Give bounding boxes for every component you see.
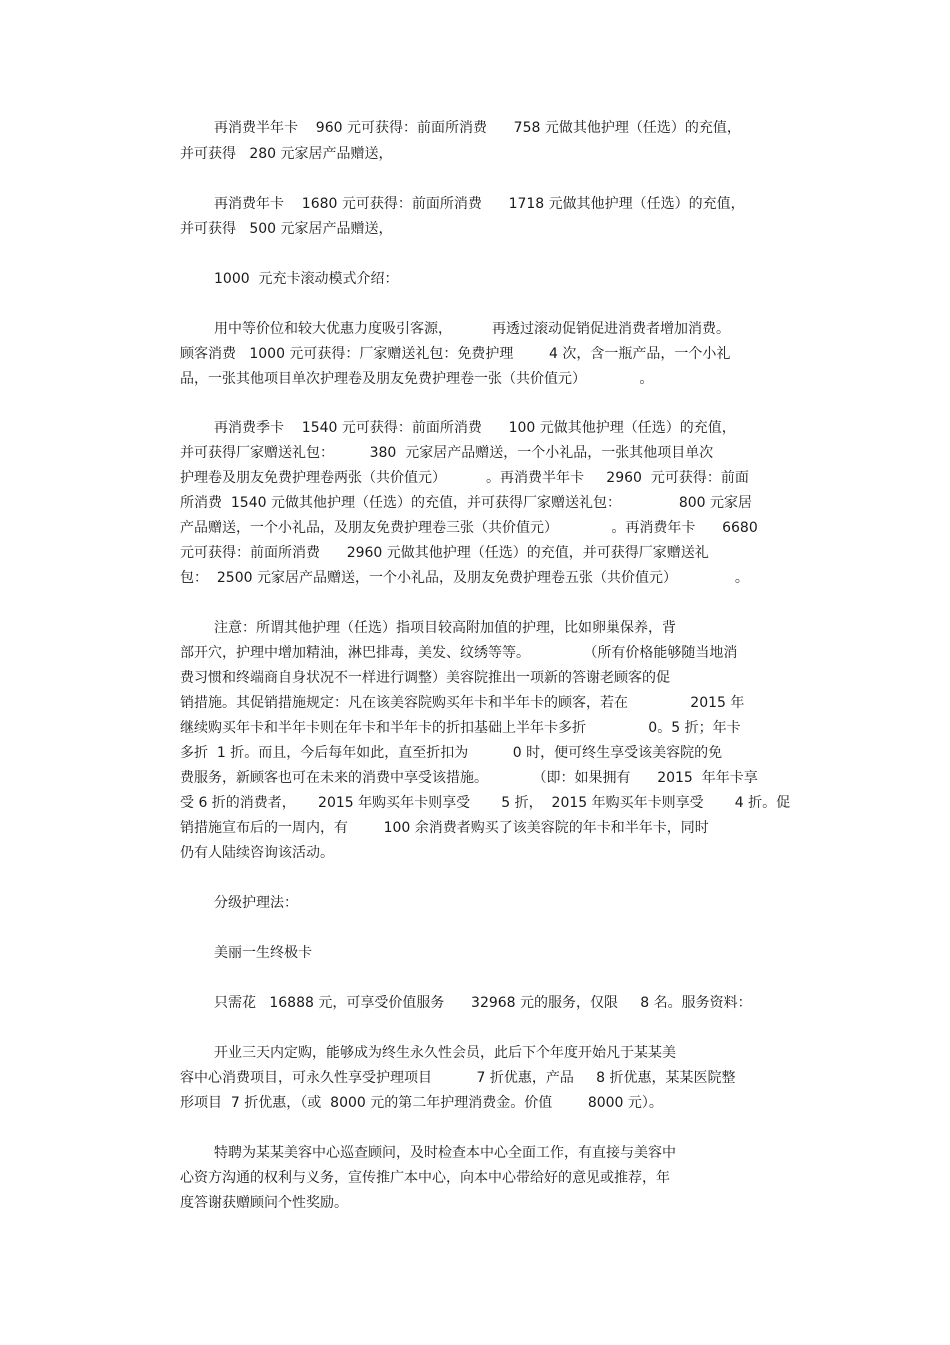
- text-line: 多折 1 折。而且，今后每年如此，直至折扣为 0 时，便可终生享受该美容院的免: [180, 745, 723, 761]
- text-line: 继续购买年卡和半年卡则在年卡和半年卡的折扣基础上半年卡多折 0。5 折；年卡: [180, 720, 741, 736]
- text-line: 容中心消费项目，可永久性享受护理项目 7 折优惠，产品 8 折优惠，某某医院整: [180, 1070, 736, 1086]
- text-line: 受 6 折的消费者， 2015 年购买年卡则享受 5 折， 2015 年购买年卡则享受 4 折。促: [180, 795, 791, 811]
- text-line: 度答谢获赠顾问个性奖励。: [180, 1195, 348, 1211]
- text-line: 形项目 7 折优惠，（或 8000 元的第二年护理消费金。价值 8000 元）。: [180, 1095, 663, 1111]
- text-line: 再消费季卡 1540 元可获得：前面所消费 100 元做其他护理（任选）的充值，: [214, 420, 736, 436]
- text-line: 品，一张其他项目单次护理卷及朋友免费护理卷一张（共价值元） 。: [180, 371, 654, 387]
- text-line: 开业三天内定购，能够成为终生永久性会员，此后下个年度开始凡于某某美: [214, 1045, 676, 1061]
- text-line: 并可获得厂家赠送礼包： 380 元家居产品赠送，一个小礼品，一张其他项目单次: [180, 445, 714, 461]
- text-line: 费习惯和终端商自身状况不一样进行调整）美容院推出一项新的答谢老顾客的促: [180, 670, 670, 686]
- text-line: 再消费年卡 1680 元可获得：前面所消费 1718 元做其他护理（任选）的充值，: [214, 196, 745, 212]
- text-line: 注意：所谓其他护理（任选）指项目较高附加值的护理，比如卵巢保养，背: [214, 620, 676, 636]
- text-line: 只需花 16888 元，可享受价值服务 32968 元的服务，仅限 8 名。服务资料：: [214, 995, 752, 1011]
- section-heading: 美丽一生终极卡: [214, 945, 312, 961]
- text-line: 费服务，新顾客也可在未来的消费中享受该措施。 （即：如果拥有 2015 年年卡享: [180, 770, 758, 786]
- text-line: 用中等价位和较大优惠力度吸引客源， 再透过滚动促销促进消费者增加消费。: [214, 321, 731, 337]
- text-line: 销措施宣布后的一周内，有 100 余消费者购买了该美容院的年卡和半年卡，同时: [180, 820, 709, 836]
- text-line: 特聘为某某美容中心巡查顾问，及时检查本中心全面工作，有直接与美容中: [214, 1145, 676, 1161]
- section-heading: 分级护理法：: [214, 895, 298, 911]
- text-line: 并可获得 500 元家居产品赠送，: [180, 221, 393, 237]
- text-line: 所消费 1540 元做其他护理（任选）的充值，并可获得厂家赠送礼包： 800 元家居: [180, 495, 753, 511]
- text-line: 心资方沟通的权利与义务，宣传推广本中心，向本中心带给好的意见或推荐，年: [180, 1170, 670, 1186]
- text-line: 部开穴，护理中增加精油，淋巴排毒，美发、纹绣等等。 （所有价格能够随当地消: [180, 645, 738, 661]
- text-line: 元可获得：前面所消费 2960 元做其他护理（任选）的充值，并可获得厂家赠送礼: [180, 545, 709, 561]
- section-heading: 1000 元充卡滚动模式介绍：: [214, 271, 399, 287]
- text-line: 产品赠送，一个小礼品，及朋友免费护理卷三张（共价值元） 。再消费年卡 6680: [180, 520, 758, 536]
- text-line: 销措施。其促销措施规定：凡在该美容院购买年卡和半年卡的顾客，若在 2015 年: [180, 695, 745, 711]
- text-line: 护理卷及朋友免费护理卷两张（共价值元） 。再消费半年卡 2960 元可获得：前面: [180, 470, 749, 486]
- text-line: 仍有人陆续咨询该活动。: [180, 845, 334, 861]
- text-line: 包： 2500 元家居产品赠送，一个小礼品，及朋友免费护理卷五张（共价值元） 。: [180, 570, 749, 586]
- text-line: 顾客消费 1000 元可获得：厂家赠送礼包：免费护理 4 次，含一瓶产品，一个小礼: [180, 346, 731, 362]
- text-line: 并可获得 280 元家居产品赠送，: [180, 146, 393, 162]
- text-line: 再消费半年卡 960 元可获得：前面所消费 758 元做其他护理（任选）的充值，: [214, 120, 741, 136]
